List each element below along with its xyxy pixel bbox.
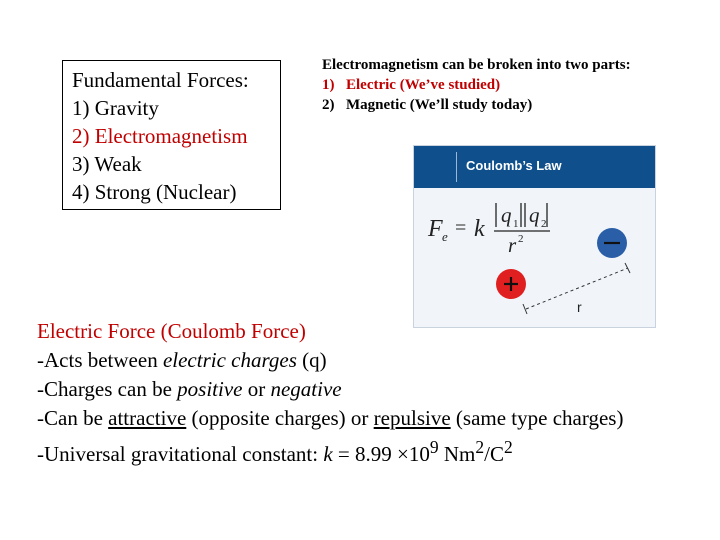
- svg-text:2: 2: [518, 233, 524, 245]
- em-part-electric: 1) Electric (We’ve studied): [322, 77, 501, 93]
- svg-text:2: 2: [541, 218, 547, 230]
- force-item-gravity: 1) Gravity: [72, 96, 159, 120]
- svg-text:q: q: [529, 203, 540, 227]
- note-line-sign: -Charges can be positive or negative: [37, 377, 342, 401]
- distance-label: r: [577, 299, 582, 315]
- negative-charge: [597, 228, 627, 258]
- forces-title: Fundamental Forces:: [72, 68, 249, 92]
- positive-charge: [496, 269, 526, 299]
- force-item-weak: 3) Weak: [72, 152, 142, 176]
- force-item-electromagnetism: 2) Electromagnetism: [72, 124, 248, 148]
- electromagnetism-note: [322, 55, 631, 115]
- svg-text:1: 1: [513, 218, 519, 230]
- svg-text:=: =: [455, 217, 467, 239]
- svg-text:k: k: [474, 216, 485, 242]
- note-line-charges: -Acts between electric charges (q): [37, 348, 327, 372]
- coulomb-formula: [427, 203, 550, 257]
- fundamental-forces-box: [62, 60, 281, 210]
- svg-text:e: e: [442, 229, 448, 244]
- electric-force-heading: Electric Force (Coulomb Force): [37, 319, 306, 343]
- coulombs-law-figure: [413, 145, 656, 328]
- note-line-attraction: -Can be attractive (opposite charges) or repulsive (same type charges): [37, 406, 624, 430]
- coulomb-diagram: [414, 146, 656, 328]
- svg-text:F: F: [428, 216, 443, 242]
- electric-force-notes: [37, 317, 623, 469]
- em-note-intro: Electromagnetism can be broken into two parts:: [322, 57, 631, 73]
- em-part-magnetic: 2) Magnetic (We’ll study today): [322, 97, 533, 113]
- coulomb-title: Coulomb’s Law: [466, 158, 562, 173]
- svg-text:r: r: [508, 233, 517, 257]
- force-item-strong: 4) Strong (Nuclear): [72, 180, 237, 204]
- svg-text:q: q: [501, 203, 512, 227]
- note-line-constant: -Universal gravitational constant: $k = 8.99 \times 10^9$ $Nm^2/C^2$: [37, 437, 513, 466]
